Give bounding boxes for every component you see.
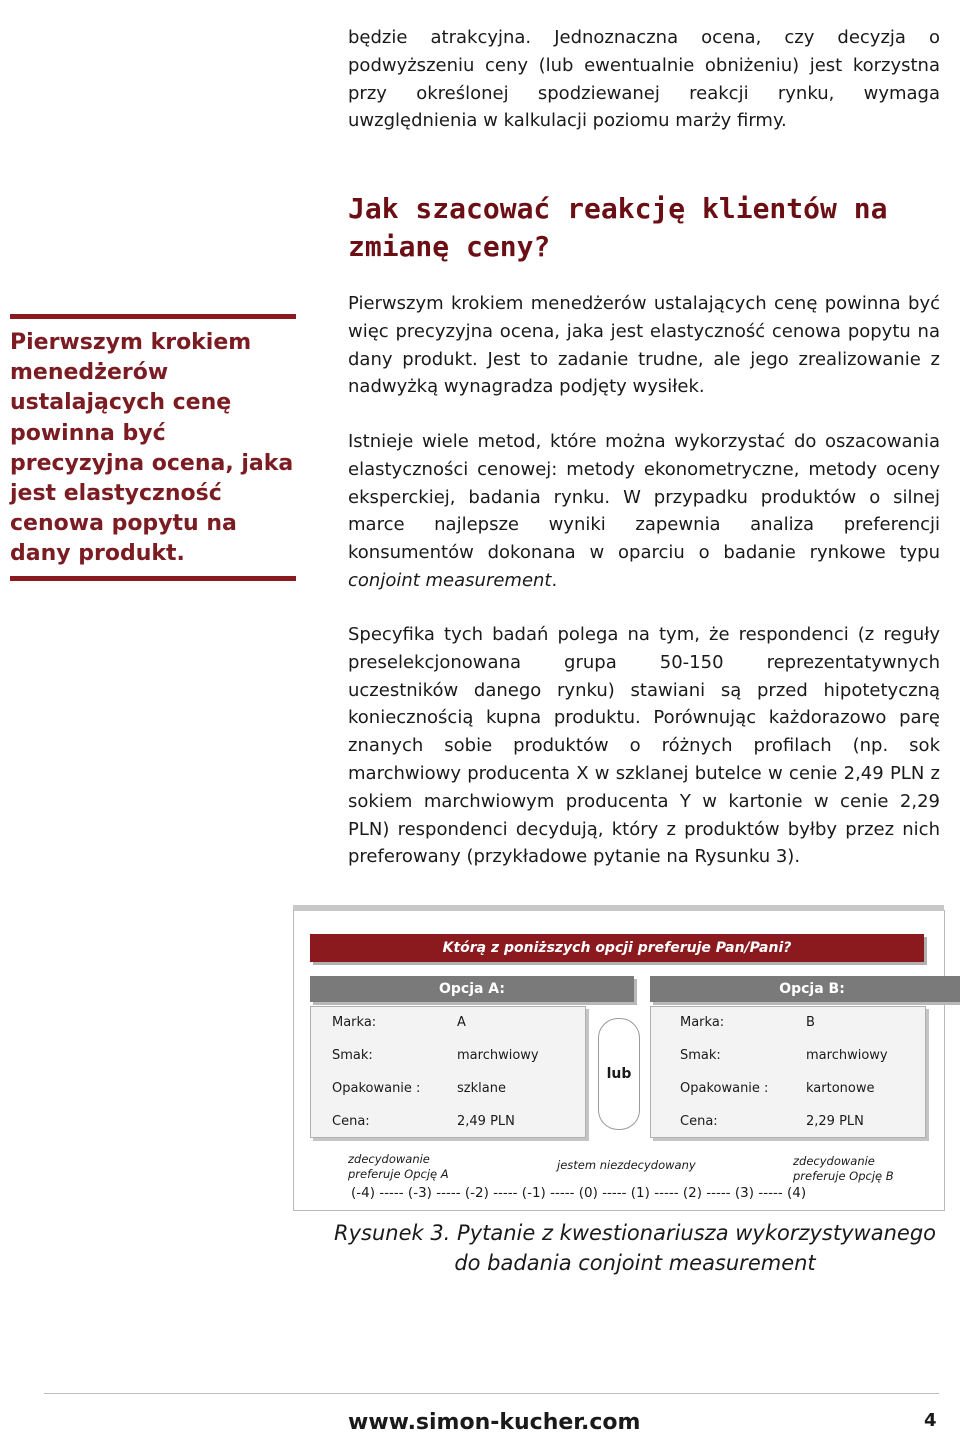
page-number: 4 bbox=[924, 1410, 937, 1431]
section-heading: Jak szacować reakcję klientów na zmianę ceny? bbox=[348, 192, 888, 263]
figure-caption bbox=[330, 1218, 940, 1278]
option-b-box[interactable] bbox=[650, 1006, 926, 1138]
option-b-taste-value: marchwiowy bbox=[806, 1048, 888, 1063]
option-a-taste-label: Smak: bbox=[332, 1048, 373, 1063]
option-a-pack-value: szklane bbox=[457, 1081, 506, 1096]
rating-scale[interactable]: (-4) ----- (-3) ----- (-2) ----- (-1) ----- (0) ----- (1) ----- (2) ----- (3) ----- (4) bbox=[351, 1185, 807, 1201]
option-a-header: Opcja A: bbox=[310, 976, 634, 1002]
intro-paragraph: będzie atrakcyjna. Jednoznaczna ocena, czy decyzja o podwyższeniu ceny (lub ewentualnie obniżeniu) jest korzystna przy określonej spodziewanej reakcji rynku, wymaga uwzględnienia w kalkulacji poziomu marży firmy. bbox=[348, 27, 940, 132]
option-b-pack-label: Opakowanie : bbox=[680, 1081, 769, 1096]
paragraph-methods bbox=[348, 428, 940, 595]
pull-quote-bottom-rule bbox=[10, 576, 296, 581]
figure-caption-line1: Rysunek 3. Pytanie z kwestionariusza wykorzystywanego bbox=[333, 1221, 936, 1245]
option-b-pack-value: kartonowe bbox=[806, 1081, 875, 1096]
paragraph-methods-text: Istnieje wiele metod, które można wykorzystać do oszacowania elastyczności cenowej: metody ekonometryczne, metody oceny eksperckiej, badania rynku. W przypadku produktów o silnej marce najlepsze wyniki zapewnia analiza preferencji konsumentów dokonana w oparciu o badanie rynkowe typu bbox=[348, 431, 940, 564]
option-b-brand-label: Marka: bbox=[680, 1015, 725, 1030]
option-a-brand-value: A bbox=[457, 1015, 466, 1030]
pull-quote-top-rule bbox=[10, 314, 296, 319]
option-b-brand-value: B bbox=[806, 1015, 815, 1030]
option-a-taste-value: marchwiowy bbox=[457, 1048, 539, 1063]
option-a-price-label: Cena: bbox=[332, 1114, 370, 1129]
option-b-taste-label: Smak: bbox=[680, 1048, 721, 1063]
scale-left-note bbox=[348, 1152, 449, 1182]
option-a-pack-label: Opakowanie : bbox=[332, 1081, 421, 1096]
scale-left-note-line2: preferuje Opcję A bbox=[348, 1167, 449, 1181]
option-a-box[interactable] bbox=[310, 1006, 586, 1138]
scale-left-note-line1: zdecydowanie bbox=[348, 1152, 430, 1166]
footer-url[interactable]: www.simon-kucher.com bbox=[348, 1410, 641, 1435]
option-a-price-value: 2,49 PLN bbox=[457, 1114, 515, 1129]
option-a-brand-label: Marka: bbox=[332, 1015, 377, 1030]
option-b-header: Opcja B: bbox=[650, 976, 960, 1002]
paragraph-specifics: Specyfika tych badań polega na tym, że respondenci (z reguły preselekcjonowana grupa 50-150 reprezentatywnych uczestników danego rynku) stawiani są przed hipotetyczną koniecznością kupna produktu. Porównując każdorazowo parę znanych sobie produktów o różnych profilach (np. sok marchwiowy producenta X w szklanej butelce w cenie 2,49 PLN z sokiem marchwiowym producenta Y w kartonie w cenie 2,29 PLN) respondenci decydują, który z produktów byłby przez nich preferowany (przykładowe pytanie na Rysunku 3). bbox=[348, 624, 940, 868]
paragraph-methods-italic: conjoint measurement bbox=[348, 569, 552, 591]
option-b-price-label: Cena: bbox=[680, 1114, 718, 1129]
or-oval: lub bbox=[598, 1018, 640, 1130]
figure-caption-line2: do badania conjoint measurement bbox=[454, 1251, 816, 1275]
scale-middle-note: jestem niezdecydowany bbox=[557, 1158, 696, 1172]
scale-right-note-line2: preferuje Opcję B bbox=[793, 1169, 894, 1183]
scale-right-note-line1: zdecydowanie bbox=[793, 1154, 875, 1168]
footer-rule bbox=[44, 1393, 939, 1394]
scale-right-note bbox=[793, 1154, 894, 1184]
paragraph-methods-end: . bbox=[551, 569, 558, 591]
option-b-price-value: 2,29 PLN bbox=[806, 1114, 864, 1129]
question-header: Którą z poniższych opcji preferuje Pan/Pani? bbox=[310, 934, 924, 962]
paragraph-first-step: Pierwszym krokiem menedżerów ustalających cenę powinna być więc precyzyjna ocena, jaka jest elastyczność cenowa popytu na dany produkt. Jest to zadanie trudne, ale jego zrealizowanie z nadwyżką wynagradza podjęty wysiłek. bbox=[348, 293, 940, 398]
pull-quote: Pierwszym krokiem menedżerów ustalających cenę powinna być precyzyjna ocena, jaka jest elastyczność cenowa popytu na dany produkt. bbox=[10, 330, 294, 567]
